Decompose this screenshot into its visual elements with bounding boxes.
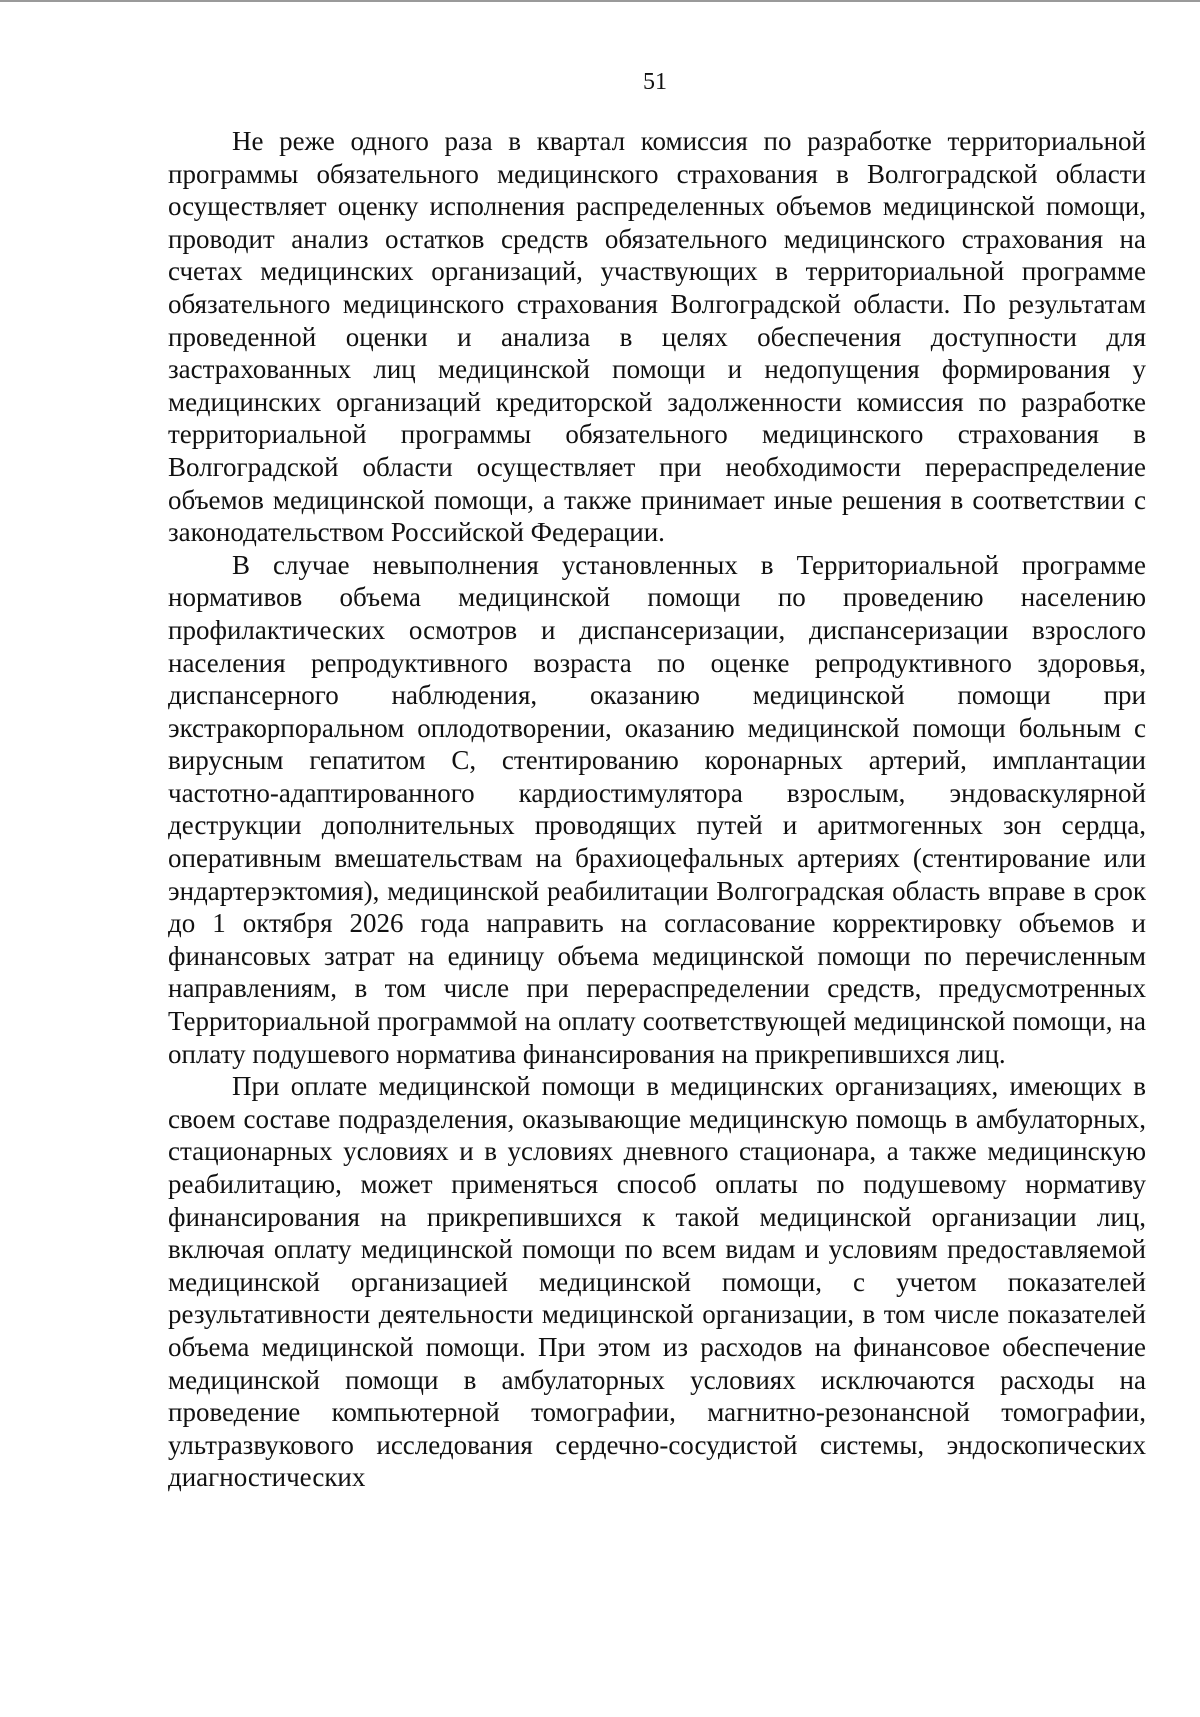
page-number: 51: [643, 69, 667, 95]
document-body: [168, 125, 1146, 1494]
paragraph-volume-correction: В случае невыполнения установленных в Территориальной программе нормативов объема медицинской помощи по проведению населению профилактических осмотров и диспансеризации, диспансеризации взрослого населения репродуктивного возраста по оценке репродуктивного здоровья, диспансерного наблюдения, оказанию медицинской помощи при экстракорпоральном оплодотворении, оказанию медицинской помощи больным с вирусным гепатитом С, стентированию коронарных артерий, имплантации частотно-адаптированного кардиостимулятора взрослым, эндоваскулярной деструкции дополнительных проводящих путей и аритмогенных зон сердца, оперативным вмешательствам на брахиоцефальных артериях (стентирование или эндартерэктомия), медицинской реабилитации Волгоградская область вправе в срок до 1 октября 2026 года направить на согласование корректировку объемов и финансовых затрат на единицу объема медицинской помощи по перечисленным направлениям, в том числе при перераспределении средств, предусмотренных Территориальной программой на оплату соответствующей медицинской помощи, на оплату подушевого норматива финансирования на прикрепившихся лиц.: [168, 549, 1146, 1069]
paragraph-per-capita-payment: При оплате медицинской помощи в медицинских организациях, имеющих в своем составе подразделения, оказывающие медицинскую помощь в амбулаторных, стационарных условиях и в условиях дневного стационара, а также медицинскую реабилитацию, может применяться способ оплаты по подушевому нормативу финансирования на прикрепившихся к такой медицинской организации лиц, включая оплату медицинской помощи по всем видам и условиям предоставляемой медицинской организацией медицинской помощи, с учетом показателей результативности деятельности медицинской организации, в том числе показателей объема медицинской помощи. При этом из расходов на финансовое обеспечение медицинской помощи в амбулаторных условиях исключаются расходы на проведение компьютерной томографии, магнитно-резонансной томографии, ультразвукового исследования сердечно-сосудистой системы, эндоскопических диагностических: [168, 1071, 1146, 1493]
paragraph-commission-assessment: Не реже одного раза в квартал комиссия по разработке территориальной программы обязательного медицинского страхования в Волгоградской области осуществляет оценку исполнения распределенных объемов медицинской помощи, проводит анализ остатков средств обязательного медицинского страхования на счетах медицинских организаций, участвующих в территориальной программе обязательного медицинского страхования Волгоградской области. По результатам проведенной оценки и анализа в целях обеспечения доступности для застрахованных лиц медицинской помощи и недопущения формирования у медицинских организаций кредиторской задолженности комиссия по разработке территориальной программы обязательного медицинского страхования в Волгоградской области осуществляет при необходимости перераспределение объемов медицинской помощи, а также принимает иные решения в соответствии с законодательством Российской Федерации.: [168, 126, 1146, 548]
scan-top-edge: [0, 0, 1200, 2]
